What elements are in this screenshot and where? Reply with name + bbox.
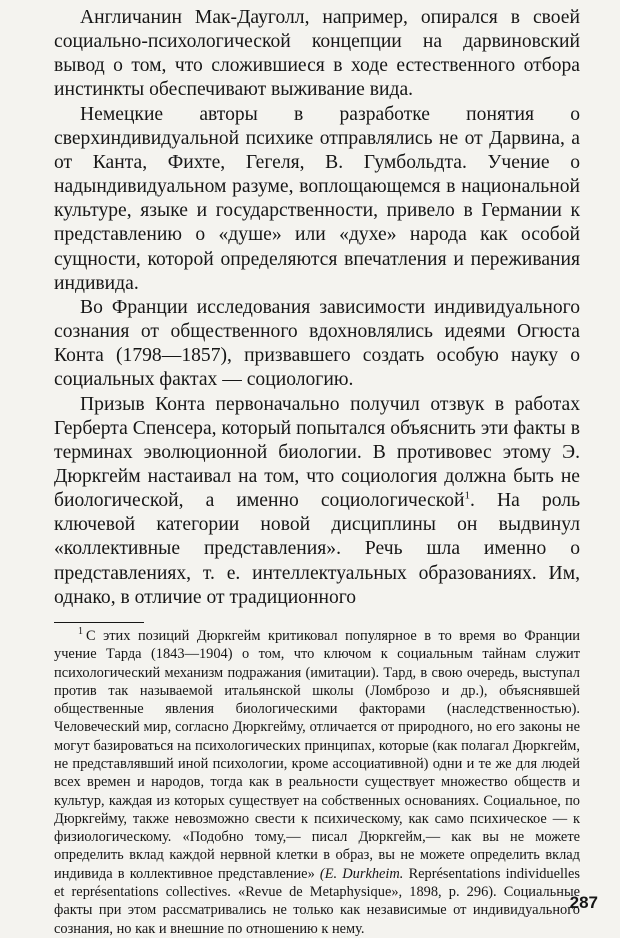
footnote-reference: 1 [464, 489, 471, 502]
paragraph-2: Немецкие авторы в разработке понятия о сверхиндивидуальной психике отправлялись не от Дарвина, а от Канта, Фихте, Гегеля, В. Гумбольдта. Учение о надындивидуальном разуме, воплощающемся в национальной культуре, языке и государственности, привело в Германии к представлению о «душе» или «духе» народа как особой сущности, которой определяются впечатления и переживания индивида. [54, 103, 580, 294]
footnotes [54, 627, 580, 938]
paragraph-4 [54, 393, 580, 610]
paragraph-4-part-a: Призыв Конта первоначально получил отзвук в работах Герберта Спенсера, который попытался объяснить эти факты в терминах эволюционной биологии. В противовес этому Э. Дюркгейм настаивал на том, что социология должна быть не биологической, а именно социологической [54, 393, 580, 512]
paragraph-4-part-b: . На роль ключевой категории новой дисциплины он выдвинул «коллективные представления». Речь шла именно о представлениях, т. е. интеллектуальных образованиях. Им, однако, в отличие от традиционного [54, 490, 581, 608]
page-number: 287 [569, 893, 598, 912]
footnote-author: (E. Durkheim. [319, 865, 404, 882]
footnote-text-a: С этих позиций Дюркгейм критиковал популярное в то время во Франции учение Тарда (1843—1904) о том, что ключом к социальным тайнам служит психологический механизм подражания (имитации). Тард, в свою очередь, выступал против так называемой итальянской школы (Ломброзо и др.), объяснявшей общественные явления биологическими факторами (наследственностью). Человеческий мир, согласно Дюркгейму, отличается от природного, но его законы не могут базироваться на психологических принципах, которые (как полагал Дюркгейм, не представлявший иной психологии, кроме ассоциативной) одни и те же для людей всех времен и народов, тогда как в реальности существует множество обществ и культур, каждая из которых существует на собственных основаниях. Социальное, по Дюркгейму, также невозможно свести к психическому, как само психическое — к физиологическому. «Подобно тому,— писал Дюркгейм,— как вы не можете определить вклад каждой нервной клетки в образ, вы не можете определить вклад индивида в коллективное представление» [54, 627, 580, 882]
paragraph-3: Во Франции исследования зависимости индивидуального сознания от общественного вдохновлялись идеями Огюста Конта (1798—1857), призвавшего создать особую науку о социальных фактах — социологию. [54, 296, 580, 391]
footnote-separator [54, 622, 144, 623]
footnote-number: 1 [78, 626, 83, 638]
footnote-1 [54, 627, 580, 938]
main-text [54, 6, 580, 610]
paragraph-1: Англичанин Мак-Дауголл, например, опирался в своей социально-психологической концепции на дарвиновский вывод о том, что сложившиеся в ходе естественного отбора инстинкты обеспечивают выживание вида. [54, 7, 580, 101]
footnote-text-b: Représentations individuelles et représentations collectives. «Revue de Metaphysique», 1898, p. 296). Социальные факты при этом рассматривались не только как независимые от индивидуального сознания, но как и внешние по отношению к нему. [54, 865, 580, 937]
